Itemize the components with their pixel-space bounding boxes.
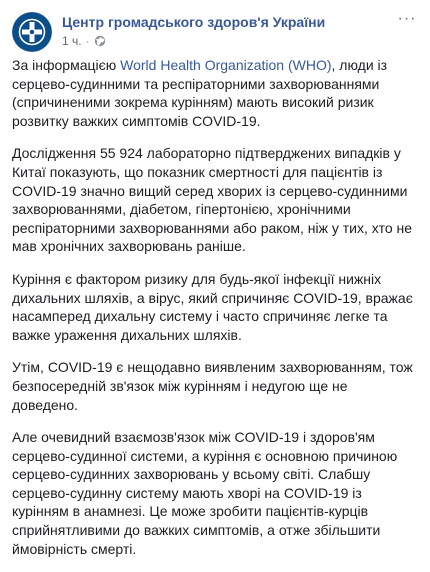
post-time[interactable]: 1 ч. [62,34,82,48]
phc-logo-icon [12,12,52,52]
post-meta [62,34,106,48]
paragraph-5: Але очевидний взаємозв'язок між COVID-19 і здоров'ям серцево-судинної системи, а куріння є основною причиною серцево-судинних захворювань у всьому світі. Слабшу серцево-судинну систему мають хворі на COVID-19 із курінням в анамнезі. Це може зробити пацієнтів-курців сприйнятливими до важких симптомів, а отже збільшити ймовірність смерті. [12,429,398,557]
globe-icon [94,35,106,47]
post-header [12,12,418,52]
paragraph-1-lead: За інформацією [12,57,121,73]
who-link[interactable]: World Health Organization (WHO) [120,57,332,73]
meta-separator: · [85,34,90,48]
page-name-link[interactable]: Центр громадського здоров'я України [62,14,326,30]
paragraph-1 [12,56,416,130]
paragraph-1-rest: , люди із серцево-судинними та респіраторними захворюваннями (спричиненими зокрема курінням) мають високий ризик розвитку важких симптомів COVID-19. [12,57,388,129]
paragraph-2: Дослідження 55 924 лабораторно підтверджених випадків у Китаї показують, що показник смертності для пацієнтів із COVID-19 значно вищий серед хворих із серцево-судинними захворюваннями, діабетом, гіпертонією, хронічними респіраторними захворюваннями або раком, ніж у тих, хто не мав хронічних захворювань раніше. [12,145,413,255]
more-options-icon[interactable]: ··· [397,10,417,27]
paragraph-3: Куріння є фактором ризику для будь-якої інфекції нижніх дихальних шляхів, а вірус, який спричиняє COVID-19, вражає насамперед дихальну систему і часто спричиняє легке та важке ураження дихальних шляхів. [12,270,413,343]
page-avatar[interactable] [12,12,52,52]
paragraph-4: Утім, COVID-19 є нещодавно виявленим захворюванням, тож безпосередній зв'язок між курінням і недугою ще не доведено. [12,359,413,413]
post-body [12,56,416,572]
